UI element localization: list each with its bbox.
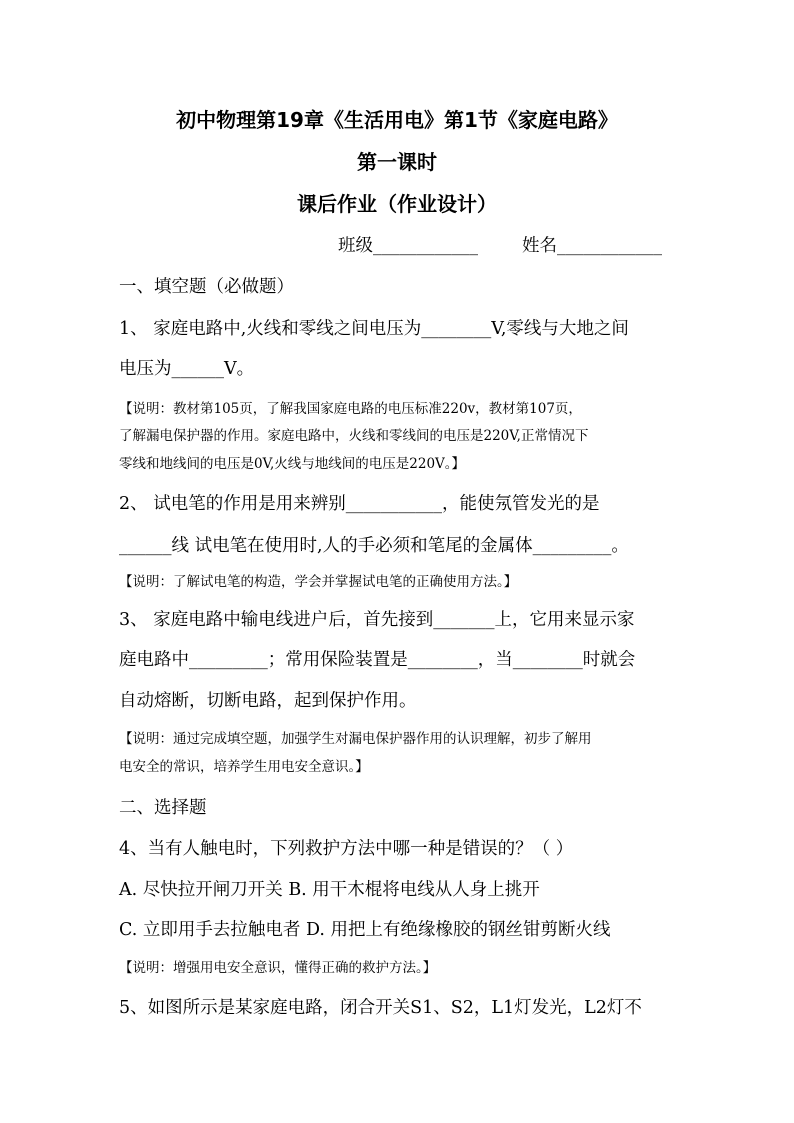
question-2-note-1: 【说明：了解试电笔的构造，学会并掌握试电笔的正确使用方法。】 (119, 574, 518, 590)
question-3-line-1: 3、 家庭电路中输电线进户后，首先接到_______上，它用来显示家 (119, 610, 635, 630)
lesson-label: 第一课时 (357, 150, 437, 174)
question-3-line-3: 自动熔断，切断电路，起到保护作用。 (119, 691, 417, 711)
name-field: 姓名____________ (522, 236, 662, 256)
question-4-note-1: 【说明：增强用电安全意识，懂得正确的救护方法。】 (119, 960, 437, 976)
question-2-line-2: ______线 试电笔在使用时,人的手必须和笔尾的金属体_________。 (119, 536, 629, 556)
question-3-line-2: 庭电路中_________；常用保险装置是________，当________时就会 (119, 650, 636, 670)
question-4-options-cd: C. 立即用手去拉触电者 D. 用把上有绝缘橡胶的钢丝钳剪断火线 (119, 920, 611, 940)
question-3-note-2: 电安全的常识，培养学生用电安全意识。】 (119, 759, 369, 775)
section-heading-fill-blank: 一、填空题（必做题） (119, 277, 294, 297)
document-title: 初中物理第19章《生活用电》第1节《家庭电路》 (176, 108, 618, 132)
question-2-line-1: 2、 试电笔的作用是用来辨别___________，能使氖管发光的是 (119, 494, 600, 514)
question-5-line-1: 5、如图所示是某家庭电路，闭合开关S1、S2，L1灯发光，L2灯不 (119, 998, 642, 1018)
question-1-line-1: 1、 家庭电路中,火线和零线之间电压为________V,零线与大地之间 (119, 319, 629, 339)
question-1-line-2: 电压为______V。 (119, 359, 255, 379)
question-1-note-3: 零线和地线间的电压是0V,火线与地线间的电压是220V。】 (119, 456, 466, 472)
document-subtitle: 课后作业（作业设计） (297, 192, 497, 216)
question-4-stem: 4、当有人触电时，下列救护方法中哪一种是错误的？（ ） (119, 839, 574, 859)
question-1-note-2: 了解漏电保护器的作用。家庭电路中，火线和零线间的电压是220V,正常情况下 (119, 428, 589, 444)
question-4-options-ab: A. 尽快拉开闸刀开关 B. 用干木棍将电线从人身上挑开 (119, 880, 540, 900)
question-1-note-1: 【说明：教材第105页，了解我国家庭电路的电压标准220v，教材第107页， (119, 401, 582, 417)
question-3-note-1: 【说明：通过完成填空题，加强学生对漏电保护器作用的认识理解，初步了解用 (119, 731, 592, 747)
section-heading-choice: 二、选择题 (119, 798, 207, 818)
class-field: 班级____________ (338, 236, 478, 256)
